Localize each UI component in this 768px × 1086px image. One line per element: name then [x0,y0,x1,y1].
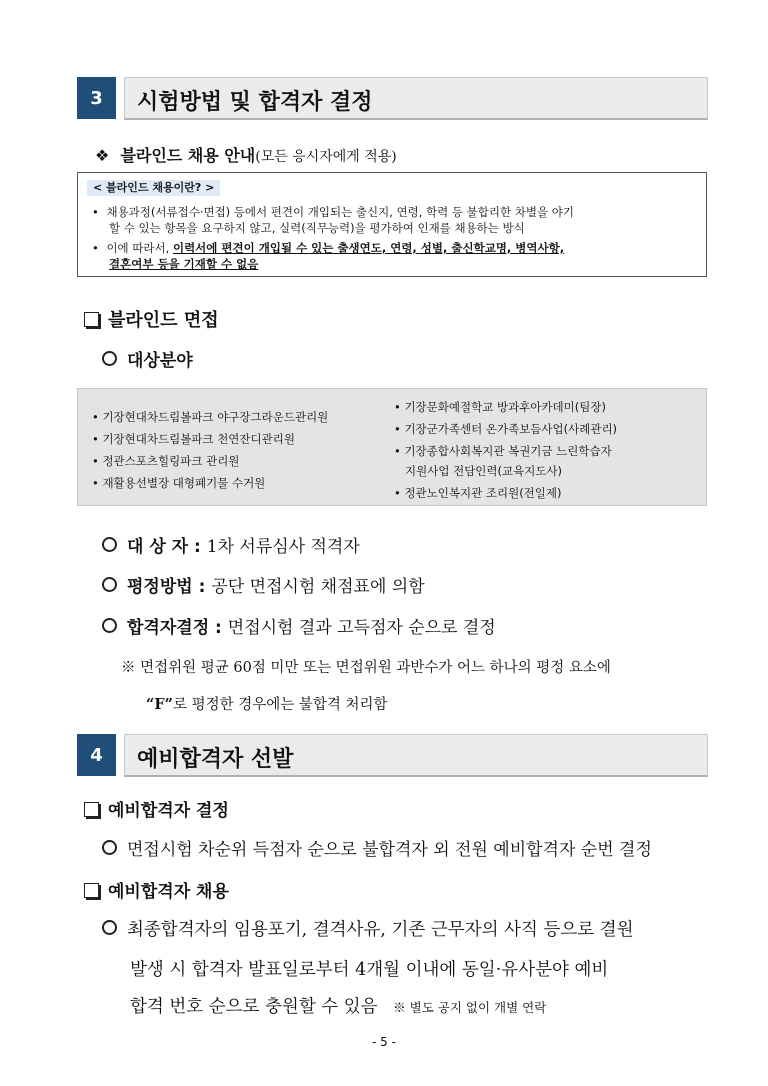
circle-bullet-icon [102,618,117,633]
guide-item-2-prefix: 이에 따라서, [106,241,173,255]
target-row: 대 상 자 : 1차 서류심사 적격자 [102,532,360,557]
blind-guide-note: (모든 응시자에게 적용) [255,149,397,165]
circle-bullet-icon [102,577,117,592]
reserve-hiring-note: ※ 별도 공지 없이 개별 연락 [393,1000,547,1015]
blind-guide-box [77,172,707,277]
circle-bullet-icon [102,920,117,935]
blind-guide-title: 블라인드 채용 안내 [120,146,256,165]
circle-bullet-icon [102,351,117,366]
field-right-3: • 기장종합사회복지관 복권기금 느린학습자 [394,444,612,458]
field-left-1: • 기장현대차드림볼파크 야구장그라운드관리원 [92,410,329,424]
eval-row: 평정방법 : 공단 면접시험 채점표에 의함 [102,572,425,597]
bullet-icon: • [92,205,99,219]
guide-item-1 [92,204,574,220]
section-number: 3 [77,77,116,119]
section-title: 예비합격자 선발 [137,747,294,772]
blind-interview-heading [84,306,219,332]
target-value: 1차 서류심사 적격자 [206,537,360,557]
section-number: 4 [77,734,116,776]
note-line-2 [146,693,388,714]
reserve-hiring-line3: 합격 번호 순으로 충원할 수 있음 ※ 별도 공지 없이 개별 연락 [130,997,547,1017]
diamond-bullet-icon: ❖ [95,146,110,165]
checkbox-square-icon [84,802,99,817]
eval-label: 평정방법 [127,577,193,597]
target-field-title: 대상분야 [127,351,193,371]
section-3-header [77,77,708,119]
target-fields-box [77,388,707,506]
field-right-3-cont: 지원사업 전담인력(교육지도사) [405,464,563,478]
pass-row: 합격자결정 : 면접시험 결과 고득점자 순으로 결정 [102,613,496,638]
target-label: 대 상 자 [127,537,189,557]
reserve-hiring-line2: 발생 시 합격자 발표일로부터 4개월 이내에 동일·유사분야 예비 [130,960,609,980]
note-line-1: ※ 면접위원 평균 60점 미만 또는 면접위원 과반수가 어느 하나의 평정 요소에 [121,660,611,676]
field-left-4: • 재활용선별장 대형폐기물 수거원 [92,476,266,490]
reserve-decision-item [102,835,652,860]
eval-value: 공단 면접시험 채점표에 의함 [211,577,425,597]
checkbox-square-icon [84,883,99,898]
reserve-hiring-heading [84,877,229,902]
pass-label: 합격자결정 [127,618,210,638]
guide-item-2-bold2: 결혼여부 등을 기재할 수 없음 [109,257,259,271]
circle-bullet-icon [102,537,117,552]
field-right-2: • 기장군가족센터 온가족보듬사업(사례관리) [394,422,618,436]
box-tag: < 블라인드 채용이란? > [87,180,220,196]
reserve-hiring-title: 예비합격자 채용 [108,882,229,902]
reserve-decision-heading [84,796,229,821]
page-number: - 5 - [372,1035,396,1049]
reserve-decision-title: 예비합격자 결정 [108,801,229,821]
field-right-1: • 기장문화예절학교 방과후아카데미(팀장) [394,400,606,414]
pass-value: 면접시험 결과 고득점자 순으로 결정 [227,618,496,638]
note-line-2-rest: 로 평정한 경우에는 불합격 처리함 [172,697,388,713]
blind-interview-title: 블라인드 면접 [108,310,219,331]
field-left-3: • 정관스포츠힐링파크 관리원 [92,454,240,468]
section-title-bar [124,734,708,777]
note-grade-f: “F” [146,696,173,713]
guide-item-1-line2: 할 수 있는 항목을 요구하지 않고, 실력(직무능력)을 평가하여 인재를 채용하는 방식 [109,221,525,235]
checkbox-square-icon [84,312,99,327]
guide-item-1-line1: 채용과정(서류접수·면접) 등에서 편견이 개입되는 출신지, 연령, 학력 등 불합리한 차별을 야기 [106,205,574,219]
section-4-header [77,734,708,776]
guide-item-2-bold1: 이력서에 편견이 개입될 수 있는 출생연도, 연령, 성별, 출신학교명, 병역사항, [172,241,565,255]
reserve-hiring-line1: 최종합격자의 임용포기, 결격사유, 기존 근무자의 사직 등으로 결원 [102,916,634,941]
section-title-bar [124,77,708,120]
bullet-icon: • [92,241,99,255]
circle-bullet-icon [102,840,117,855]
guide-item-2 [92,240,564,256]
field-right-4: • 정관노인복지관 조리원(전일제) [394,486,562,500]
field-left-2: • 기장현대차드림볼파크 천연잔디관리원 [92,432,295,446]
target-field-heading [102,346,193,371]
section-title: 시험방법 및 합격자 결정 [137,90,373,115]
reserve-decision-text: 면접시험 차순위 득점자 순으로 불합격자 외 전원 예비합격자 순번 결정 [127,840,652,860]
blind-guide-heading [95,143,397,166]
